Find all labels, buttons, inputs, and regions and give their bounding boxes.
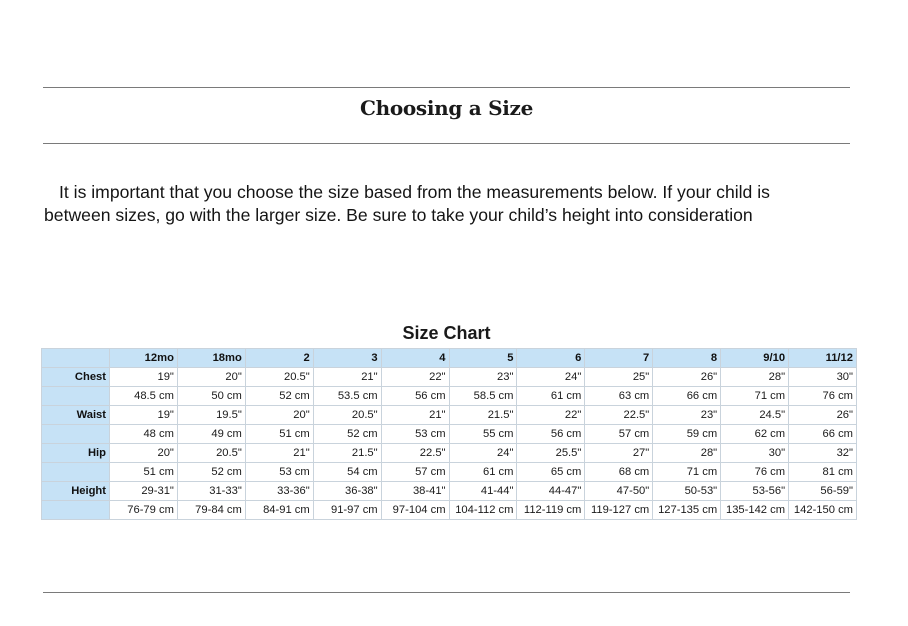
- intro-paragraph: [44, 181, 844, 227]
- measurement-value: 19": [110, 368, 178, 387]
- measurement-value: 63 cm: [585, 387, 653, 406]
- measurement-value: 68 cm: [585, 463, 653, 482]
- measurement-value: 53-56": [721, 482, 789, 501]
- measurement-value: 53 cm: [245, 463, 313, 482]
- measurement-value: 59 cm: [653, 425, 721, 444]
- measurement-value: 66 cm: [789, 425, 857, 444]
- measurement-value: 24": [449, 444, 517, 463]
- measurement-label: Height: [42, 482, 110, 501]
- measurement-value: 41-44": [449, 482, 517, 501]
- bottom-divider: [43, 592, 850, 593]
- measurement-value: 52 cm: [245, 387, 313, 406]
- measurement-value: 27": [585, 444, 653, 463]
- measurement-value: 30": [789, 368, 857, 387]
- measurement-row: [42, 444, 857, 463]
- size-header-cell: 18mo: [177, 349, 245, 368]
- measurement-label: Chest: [42, 368, 110, 387]
- measurement-value: 66 cm: [653, 387, 721, 406]
- measurement-value: 57 cm: [585, 425, 653, 444]
- size-header-cell: 8: [653, 349, 721, 368]
- measurement-value: 53 cm: [381, 425, 449, 444]
- measurement-value: 127-135 cm: [653, 501, 721, 520]
- top-divider: [43, 87, 850, 88]
- measurement-value: 52 cm: [177, 463, 245, 482]
- size-header-cell: 5: [449, 349, 517, 368]
- measurement-row: [42, 463, 857, 482]
- measurement-value: 36-38": [313, 482, 381, 501]
- measurement-value: 76 cm: [789, 387, 857, 406]
- measurement-value: 20": [177, 368, 245, 387]
- measurement-value: 24": [517, 368, 585, 387]
- measurement-value: 21": [381, 406, 449, 425]
- size-header-cell: 12mo: [110, 349, 178, 368]
- measurement-value: 61 cm: [449, 463, 517, 482]
- measurement-value: 25": [585, 368, 653, 387]
- measurement-value: 20.5": [313, 406, 381, 425]
- measurement-value: 28": [653, 444, 721, 463]
- measurement-value: 21.5": [313, 444, 381, 463]
- measurement-row: [42, 501, 857, 520]
- measurement-value: 25.5": [517, 444, 585, 463]
- measurement-value: 22.5": [381, 444, 449, 463]
- size-header-cell: 7: [585, 349, 653, 368]
- measurement-value: 21.5": [449, 406, 517, 425]
- measurement-value: 56 cm: [381, 387, 449, 406]
- size-header-row: [42, 349, 857, 368]
- measurement-value: 135-142 cm: [721, 501, 789, 520]
- measurement-value: 76 cm: [721, 463, 789, 482]
- measurement-value: 56 cm: [517, 425, 585, 444]
- size-header-cell: 2: [245, 349, 313, 368]
- measurement-value: 61 cm: [517, 387, 585, 406]
- size-header-cell: 3: [313, 349, 381, 368]
- measurement-value: 21": [313, 368, 381, 387]
- measurement-value: 91-97 cm: [313, 501, 381, 520]
- measurement-label: [42, 387, 110, 406]
- measurement-label: [42, 501, 110, 520]
- measurement-value: 104-112 cm: [449, 501, 517, 520]
- measurement-value: 44-47": [517, 482, 585, 501]
- measurement-value: 48.5 cm: [110, 387, 178, 406]
- measurement-value: 71 cm: [721, 387, 789, 406]
- measurement-value: 50 cm: [177, 387, 245, 406]
- measurement-value: 32": [789, 444, 857, 463]
- measurement-value: 19": [110, 406, 178, 425]
- measurement-value: 26": [789, 406, 857, 425]
- measurement-label: [42, 425, 110, 444]
- measurement-value: 81 cm: [789, 463, 857, 482]
- measurement-value: 26": [653, 368, 721, 387]
- measurement-value: 33-36": [245, 482, 313, 501]
- measurement-label: Hip: [42, 444, 110, 463]
- measurement-value: 51 cm: [110, 463, 178, 482]
- size-header-cell: 9/10: [721, 349, 789, 368]
- page-heading: Choosing a Size: [359, 96, 534, 120]
- size-header-cell: 6: [517, 349, 585, 368]
- measurement-value: 29-31": [110, 482, 178, 501]
- measurement-value: 79-84 cm: [177, 501, 245, 520]
- measurement-value: 54 cm: [313, 463, 381, 482]
- measurement-value: 76-79 cm: [110, 501, 178, 520]
- measurement-value: 51 cm: [245, 425, 313, 444]
- measurement-value: 24.5": [721, 406, 789, 425]
- measurement-value: 49 cm: [177, 425, 245, 444]
- measurement-value: 38-41": [381, 482, 449, 501]
- measurement-value: 65 cm: [517, 463, 585, 482]
- measurement-value: 19.5": [177, 406, 245, 425]
- size-header-cell: 11/12: [789, 349, 857, 368]
- measurement-value: 47-50": [585, 482, 653, 501]
- measurement-value: 22": [517, 406, 585, 425]
- measurement-value: 22": [381, 368, 449, 387]
- measurement-value: 30": [721, 444, 789, 463]
- size-chart-title: Size Chart: [402, 323, 491, 343]
- measurement-value: 23": [653, 406, 721, 425]
- measurement-row: [42, 425, 857, 444]
- measurement-value: 97-104 cm: [381, 501, 449, 520]
- measurement-row: [42, 368, 857, 387]
- measurement-value: 55 cm: [449, 425, 517, 444]
- size-chart-table: [41, 348, 857, 520]
- measurement-value: 20.5": [177, 444, 245, 463]
- measurement-value: 57 cm: [381, 463, 449, 482]
- measurement-value: 50-53": [653, 482, 721, 501]
- measurement-row: [42, 406, 857, 425]
- measurement-value: 62 cm: [721, 425, 789, 444]
- measurement-value: 31-33": [177, 482, 245, 501]
- heading-divider: [43, 143, 850, 144]
- measurement-value: 119-127 cm: [585, 501, 653, 520]
- measurement-label: [42, 463, 110, 482]
- measurement-row: [42, 387, 857, 406]
- measurement-value: 48 cm: [110, 425, 178, 444]
- measurement-value: 20": [110, 444, 178, 463]
- measurement-value: 112-119 cm: [517, 501, 585, 520]
- corner-cell: [42, 349, 110, 368]
- intro-line-2: between sizes, go with the larger size. Be sure to take your child’s height into consideration: [44, 205, 753, 225]
- measurement-value: 84-91 cm: [245, 501, 313, 520]
- measurement-value: 28": [721, 368, 789, 387]
- measurement-value: 23": [449, 368, 517, 387]
- measurement-row: [42, 482, 857, 501]
- intro-line-1: It is important that you choose the size based from the measurements below. If your child is: [59, 182, 770, 202]
- measurement-value: 22.5": [585, 406, 653, 425]
- measurement-value: 20": [245, 406, 313, 425]
- measurement-value: 56-59": [789, 482, 857, 501]
- measurement-value: 21": [245, 444, 313, 463]
- measurement-label: Waist: [42, 406, 110, 425]
- measurement-value: 58.5 cm: [449, 387, 517, 406]
- measurement-value: 52 cm: [313, 425, 381, 444]
- measurement-value: 71 cm: [653, 463, 721, 482]
- measurement-value: 142-150 cm: [789, 501, 857, 520]
- measurement-value: 53.5 cm: [313, 387, 381, 406]
- size-header-cell: 4: [381, 349, 449, 368]
- measurement-value: 20.5": [245, 368, 313, 387]
